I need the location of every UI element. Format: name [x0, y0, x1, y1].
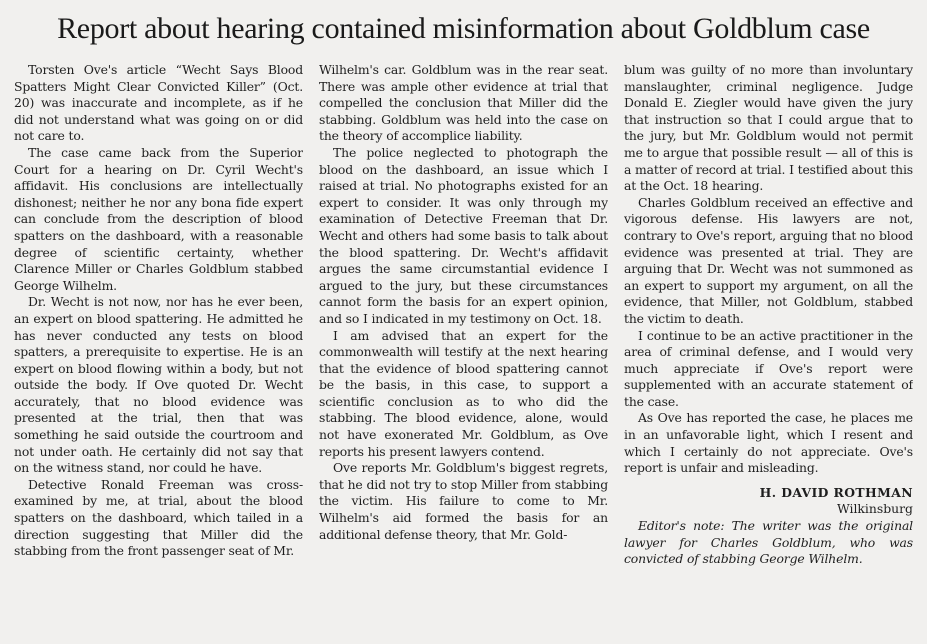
author-location: Wilkinsburg — [836, 501, 913, 517]
paragraph: Wilhelm's car. Goldblum was in the rear seat. There was ample other evidence at trial that compelled the conclusion that Miller did the stabbing. Goldblum was held into the case on the theory of accomplice liability. — [319, 62, 608, 144]
paragraph: Torsten Ove's article “Wecht Says Blood Spatters Might Clear Convicted Killer” (Oct. 20) was inaccurate and incomplete, as if he did not understand what was going on or did not care to. — [14, 62, 303, 144]
article-columns — [14, 62, 913, 638]
paragraph: Charles Goldblum received an effective and vigorous defense. His lawyers are not, contrary to Ove's report, arguing that no blood evidence was presented at trial. They are arguing that Dr. Wecht was not summoned as an expert to support my argument, on all the evidence, that Miller, not Goldblum, stabbed the victim to death. — [624, 194, 913, 326]
paragraph: Dr. Wecht is not now, nor has he ever been, an expert on blood spattering. He admitted he has never conducted any tests on blood spatters, a prerequisite to expertise. He is an expert on blood flowing within a body, but not outside the body. If Ove quoted Dr. Wecht accurately, that no blood evidence was presented at the trial, then that was something he said outside the courtroom and not under oath. He certainly did not say that on the witness stand, nor could he have. — [14, 294, 303, 476]
paragraph: Ove reports Mr. Goldblum's biggest regrets, that he did not try to stop Miller from stabbing the victim. His failure to come to Mr. Wilhelm's aid formed the basis for an additional defense theory, that Mr. Gold- — [319, 460, 608, 542]
column-2 — [319, 62, 608, 638]
author-signature: H. DAVID ROTHMAN — [759, 484, 913, 500]
paragraph: The police neglected to photograph the blood on the dashboard, an issue which I raised at trial. No photographs existed for an expert to consider. It was only through my examination of Detective Freeman that Dr. Wecht and others had some basis to talk about the blood spattering. Dr. Wecht's affidavit argues the same circumstantial evidence I argued to the jury, but these circumstances cannot form the basis for an expert opinion, and so I indicated in my testimony on Oct. 18. — [319, 144, 608, 326]
column-1 — [14, 62, 303, 638]
headline: Report about hearing contained misinformation about Goldblum case — [57, 12, 870, 45]
paragraph: As Ove has reported the case, he places me in an unfavorable light, which I resent and which I certainly do not appreciate. Ove's report is unfair and misleading. — [624, 410, 913, 476]
column-3 — [624, 62, 913, 638]
paragraph: Detective Ronald Freeman was cross-examined by me, at trial, about the blood spatters on the dashboard, which tailed in a direction suggesting that Miller did the stabbing from the front passenger seat of Mr. — [14, 476, 303, 559]
paragraph: I continue to be an active practitioner in the area of criminal defense, and I would very much appreciate if Ove's report were supplemented with an accurate statement of the case. — [624, 327, 913, 409]
paragraph: blum was guilty of no more than involuntary manslaughter, criminal negligence. Judge Donald E. Ziegler would have given the jury that instruction so that I could argue that to the jury, but Mr. Goldblum would not permit me to argue that possible result — all of this is a matter of record at trial. I testified about this at the Oct. 18 hearing. — [624, 62, 913, 194]
editors-note: Editor's note: The writer was the original lawyer for Charles Goldblum, who was convicted of stabbing George Wilhelm. — [624, 518, 913, 567]
paragraph: I am advised that an expert for the commonwealth will testify at the next hearing that the evidence of blood spattering cannot be the basis, in this case, to support a scientific conclusion as to who did the stabbing. The blood evidence, alone, would not have exonerated Mr. Goldblum, as Ove reports his present lawyers contend. — [319, 327, 608, 459]
paragraph: The case came back from the Superior Court for a hearing on Dr. Cyril Wecht's affidavit. His conclusions are intellectually dishonest; neither he nor any bona fide expert can conclude from the description of blood spatters on the dashboard, with a reasonable degree of scientific certainty, whether Clarence Miller or Charles Goldblum stabbed George Wilhelm. — [14, 144, 303, 293]
